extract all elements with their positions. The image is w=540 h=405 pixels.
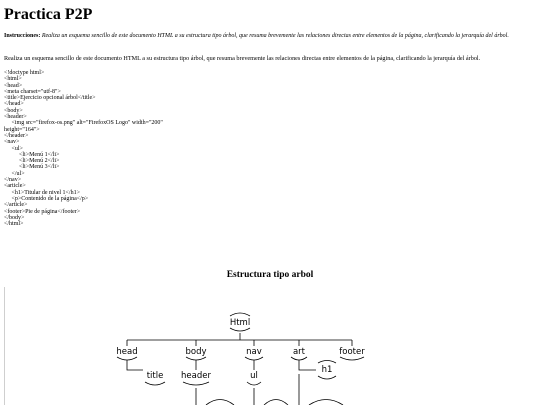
code-line: </head> [4,101,24,108]
code-line: <li>Menú 3</li> [4,164,60,171]
code-line: <body> [4,107,23,114]
instructions-label: Instrucciones: [4,33,41,39]
tree-node-body [185,347,206,360]
tree-node-head-label: head [116,347,138,357]
tree-node-footer-label: footer [339,347,365,357]
code-line: <meta charset="utf-8"> [4,88,61,95]
tree-node-head [116,347,137,360]
tree-svg [0,290,540,405]
tree-heading: Estructura tipo arbol [226,270,314,280]
page-title: Practica P2P [4,6,93,23]
code-line: </header> [4,132,29,139]
code-line: <img src="firefox-os.png" alt="FirefoxOS Logo" width="200" [4,120,163,127]
code-line: <h1>Titular de nivel 1</h1> [4,189,80,196]
code-line: <li>Menú 1</li> [4,151,60,158]
tree-diagram [0,290,540,405]
code-line: </body> [4,214,25,221]
instructions-text: Realiza un esquema sencillo de este documento HTML a su estructura tipo árbol, que resuma brevemente las relaciones directas entre elementos de la página, clarificando la jerarquía del árbol. [40,33,509,39]
tree-node-html-label: Html [229,318,251,328]
code-line: <head> [4,82,23,89]
code-line: height="164"> [4,126,40,133]
tree-node-art [291,347,307,360]
code-line: </ul> [4,170,25,177]
code-line: <header> [4,114,27,121]
instructions [4,32,532,40]
code-line: <ul> [4,145,23,152]
code-line: <html> [4,76,22,83]
tree-node-ul-label: ul [250,371,258,381]
tree-node-art-label: art [292,347,306,357]
tree-node-ul [247,371,261,385]
tree-node-h1-label: h1 [321,365,333,375]
code-line: <title>Ejercicio opcional árbol</title> [4,95,96,102]
tree-node-title [145,371,165,385]
tree-node-h1 [318,361,336,380]
tree-node-html [230,313,250,331]
tree-node-header-label: header [181,371,211,381]
tree-node-title-label: title [146,371,164,381]
art-to-h1-connector [299,360,316,370]
tree-node-body-label: body [185,347,207,357]
tree-node-footer [339,347,365,360]
code-line: </article> [4,202,28,209]
description-paragraph: Realiza un esquema sencillo de este documento HTML a su estructura tipo árbol, que resuma brevemente las relaciones directas entre elementos de la página, clarificando la jerarquía del árbol. [4,55,481,62]
lower-branch-arcs [206,400,343,405]
code-line: <footer>Pie de página</footer> [4,208,81,215]
code-line: </nav> [4,177,22,184]
tree-node-header [181,371,211,385]
code-line: <nav> [4,139,20,146]
code-line: </html> [4,221,24,228]
html-code-listing [4,70,163,227]
tree-node-nav-label: nav [246,347,262,357]
code-line: <li>Menú 2</li> [4,158,60,165]
head-to-title-connector [127,360,143,370]
code-line: <p>Contenido de la página</p> [4,195,89,202]
tree-node-nav [245,347,263,360]
code-line: <article> [4,183,26,190]
root-to-children-connector [127,333,352,346]
code-line: <!doctype html> [4,70,45,76]
